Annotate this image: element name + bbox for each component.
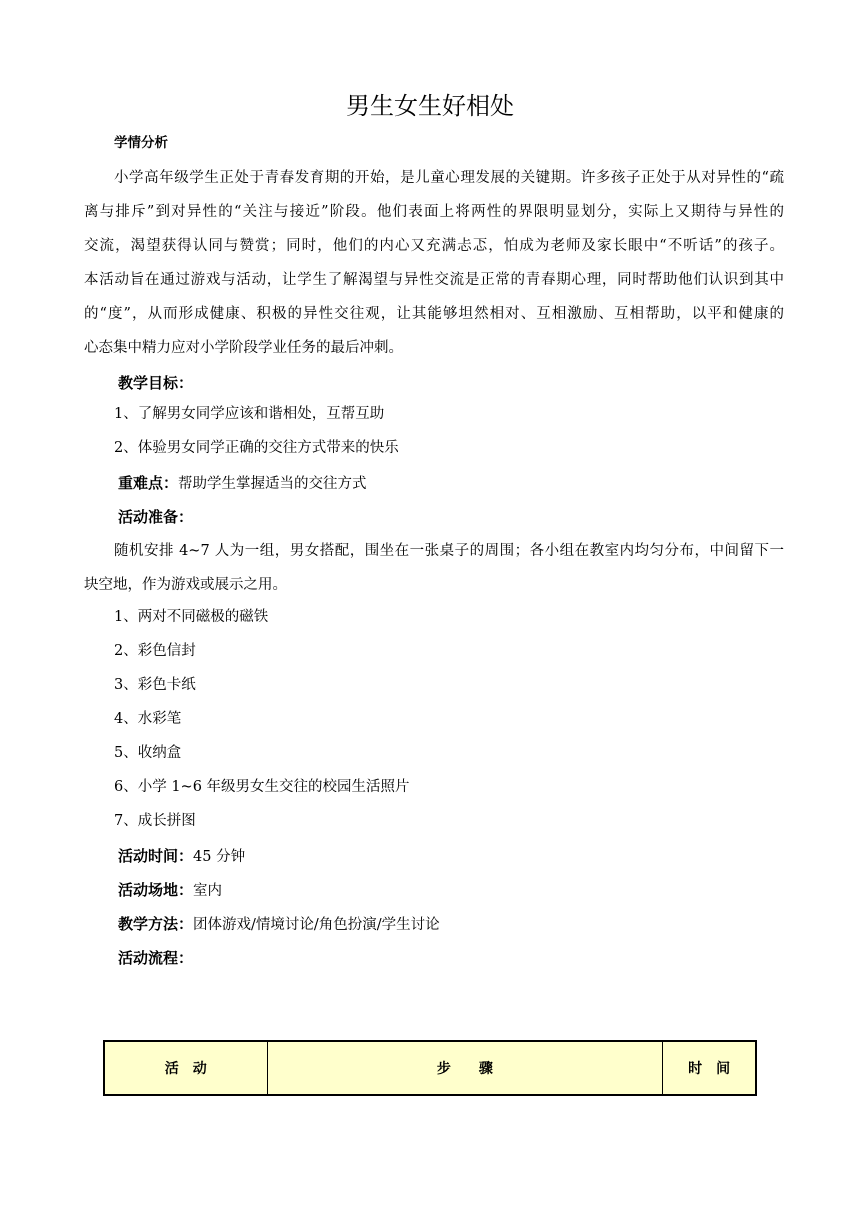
table-header-activity: 活 动 (104, 1041, 267, 1095)
table-header-row (104, 1041, 756, 1095)
analysis-line-4: 本活动旨在通过游戏与活动，让学生了解渴望与异性交流是正常的青春期心理，同时帮助他们认识到其中 (84, 272, 784, 288)
analysis-line-1: 小学高年级学生正处于青春发育期的开始，是儿童心理发展的关键期。许多孩子正处于从对异性的“疏 (114, 170, 784, 186)
time-value: 45 分钟 (193, 849, 246, 865)
material-item-5: 5、收纳盒 (114, 745, 182, 761)
prep-heading: 活动准备： (118, 508, 194, 526)
prep-line-1: 随机安排 4~7 人为一组，男女搭配，围坐在一张桌子的周围；各小组在教室内均匀分布，中间留下一 (114, 543, 784, 559)
key-points-value: 帮助学生掌握适当的交往方式 (178, 476, 367, 492)
analysis-heading: 学情分析 (114, 135, 168, 151)
material-item-7: 7、成长拼图 (114, 813, 196, 829)
time-label: 活动时间： (118, 847, 194, 865)
material-item-1: 1、两对不同磁极的磁铁 (114, 609, 269, 625)
prep-line-2: 块空地，作为游戏或展示之用。 (84, 577, 287, 593)
method-value: 团体游戏/情境讨论/角色扮演/学生讨论 (193, 917, 440, 933)
material-item-3: 3、彩色卡纸 (114, 677, 196, 693)
place-value: 室内 (193, 883, 223, 899)
goal-item-1: 1、了解男女同学应该和谐相处，互帮互助 (114, 406, 385, 422)
analysis-line-2: 离与排斥”到对异性的“关注与接近”阶段。他们表面上将两性的界限明显划分，实际上又期待与异性的 (84, 204, 784, 220)
key-points (118, 473, 818, 494)
teaching-method (118, 914, 818, 935)
material-item-4: 4、水彩笔 (114, 711, 182, 727)
analysis-line-3: 交流，渴望获得认同与赞赏；同时，他们的内心又充满忐忑，怕成为老师及家长眼中“不听话”的孩子。 (84, 238, 784, 254)
goals-heading: 教学目标： (118, 374, 194, 392)
flow-heading: 活动流程： (118, 949, 194, 967)
material-item-2: 2、彩色信封 (114, 643, 196, 659)
material-item-6: 6、小学 1~6 年级男女生交往的校园生活照片 (114, 779, 410, 795)
analysis-line-5: 的“度”，从而形成健康、积极的异性交往观，让其能够坦然相对、互相激励、互相帮助，以平和健康的 (84, 306, 784, 322)
activity-time (118, 846, 818, 867)
key-points-label: 重难点： (118, 474, 179, 492)
activity-flow-table (103, 1040, 757, 1096)
activity-place (118, 880, 818, 901)
table-header-time: 时 间 (663, 1041, 756, 1095)
analysis-line-6: 心态集中精力应对小学阶段学业任务的最后冲刺。 (84, 340, 403, 356)
table-header-steps: 步 骤 (267, 1041, 663, 1095)
method-label: 教学方法： (118, 915, 194, 933)
place-label: 活动场地： (118, 881, 194, 899)
document-title: 男生女生好相处 (346, 92, 514, 120)
goal-item-2: 2、体验男女同学正确的交往方式带来的快乐 (114, 440, 399, 456)
